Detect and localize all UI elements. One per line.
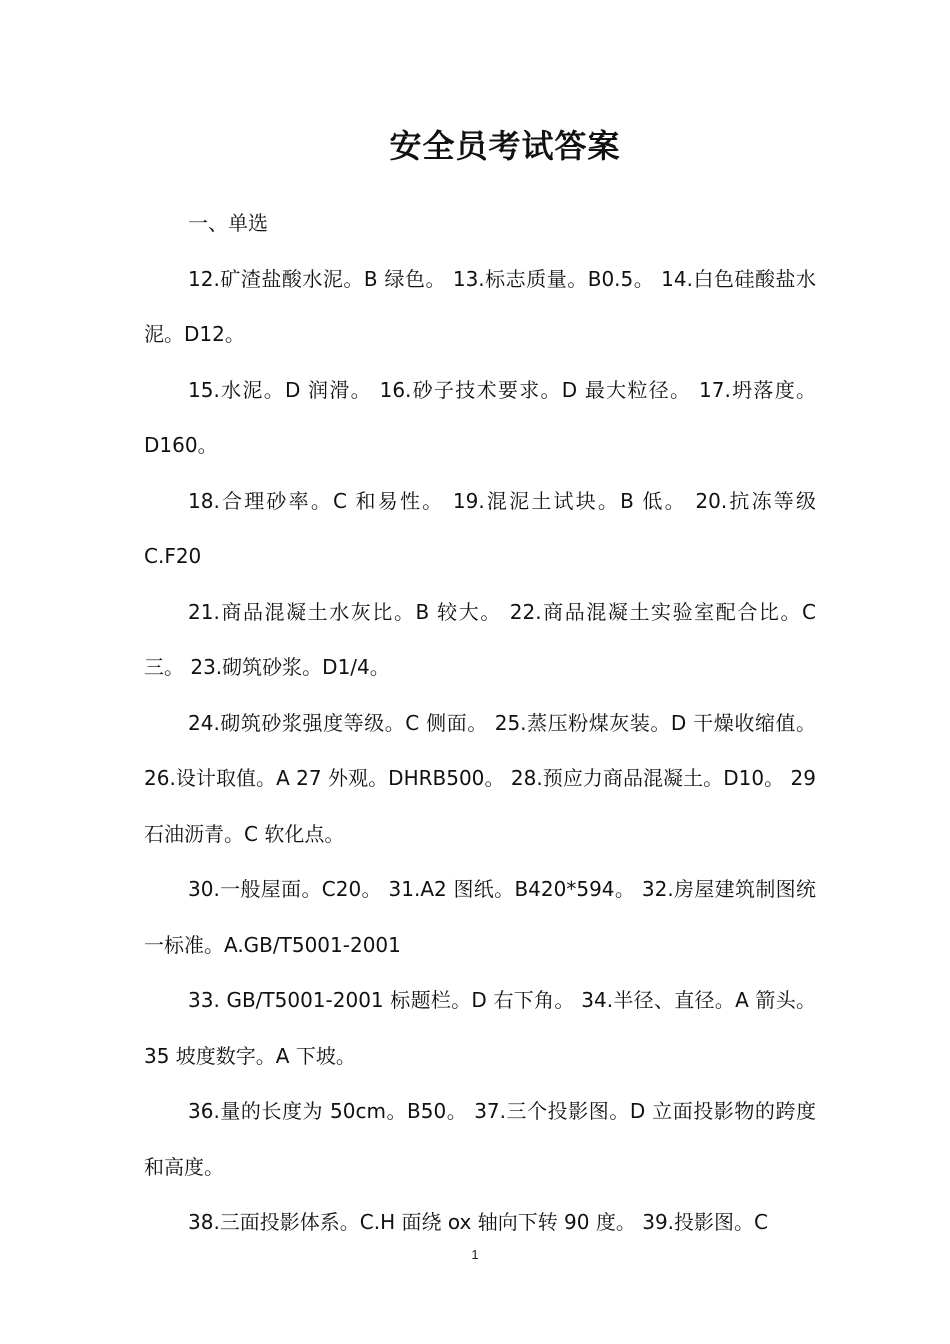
section-heading: 一、单选 bbox=[188, 211, 268, 235]
answer-paragraph: 12.矿渣盐酸水泥。B 绿色。 13.标志质量。B0.5。 14.白色硅酸盐水泥。D12。 bbox=[144, 266, 816, 346]
answer-paragraph: 21.商品混凝土水灰比。B 较大。 22.商品混凝土实验室配合比。C 三。 23.砌筑砂浆。D1/4。 bbox=[144, 599, 816, 679]
answer-paragraph: 15.水泥。D 润滑。 16.砂子技术要求。D 最大粒径。 17.坍落度。D160。 bbox=[144, 377, 816, 457]
document-body bbox=[144, 196, 816, 1251]
answer-paragraph: 36.量的长度为 50cm。B50。 37.三个投影图。D 立面投影物的跨度和高度。 bbox=[144, 1099, 816, 1179]
answer-paragraph: 30.一般屋面。C20。 31.A2 图纸。B420*594。 32.房屋建筑制图统一标准。A.GB/T5001-2001 bbox=[144, 877, 816, 957]
answer-paragraph: 24.砌筑砂浆强度等级。C 侧面。 25.蒸压粉煤灰装。D 干燥收缩值。26.设计取值。A 27 外观。DHRB500。 28.预应力商品混凝土。D10。 29 石油沥青。C 软化点。 bbox=[144, 710, 816, 846]
answer-paragraph: 33. GB/T5001-2001 标题栏。D 右下角。 34.半径、直径。A 箭头。 35 坡度数字。A 下坡。 bbox=[144, 988, 816, 1068]
page-number: 1 bbox=[471, 1247, 479, 1262]
document-title: 安全员考试答案 bbox=[389, 127, 621, 165]
answer-paragraph: 38.三面投影体系。C.H 面绕 ox 轴向下转 90 度。 39.投影图。C bbox=[188, 1210, 768, 1234]
answer-paragraph: 18.合理砂率。C 和易性。 19.混泥土试块。B 低。 20.抗冻等级 C.F20 bbox=[144, 488, 816, 568]
